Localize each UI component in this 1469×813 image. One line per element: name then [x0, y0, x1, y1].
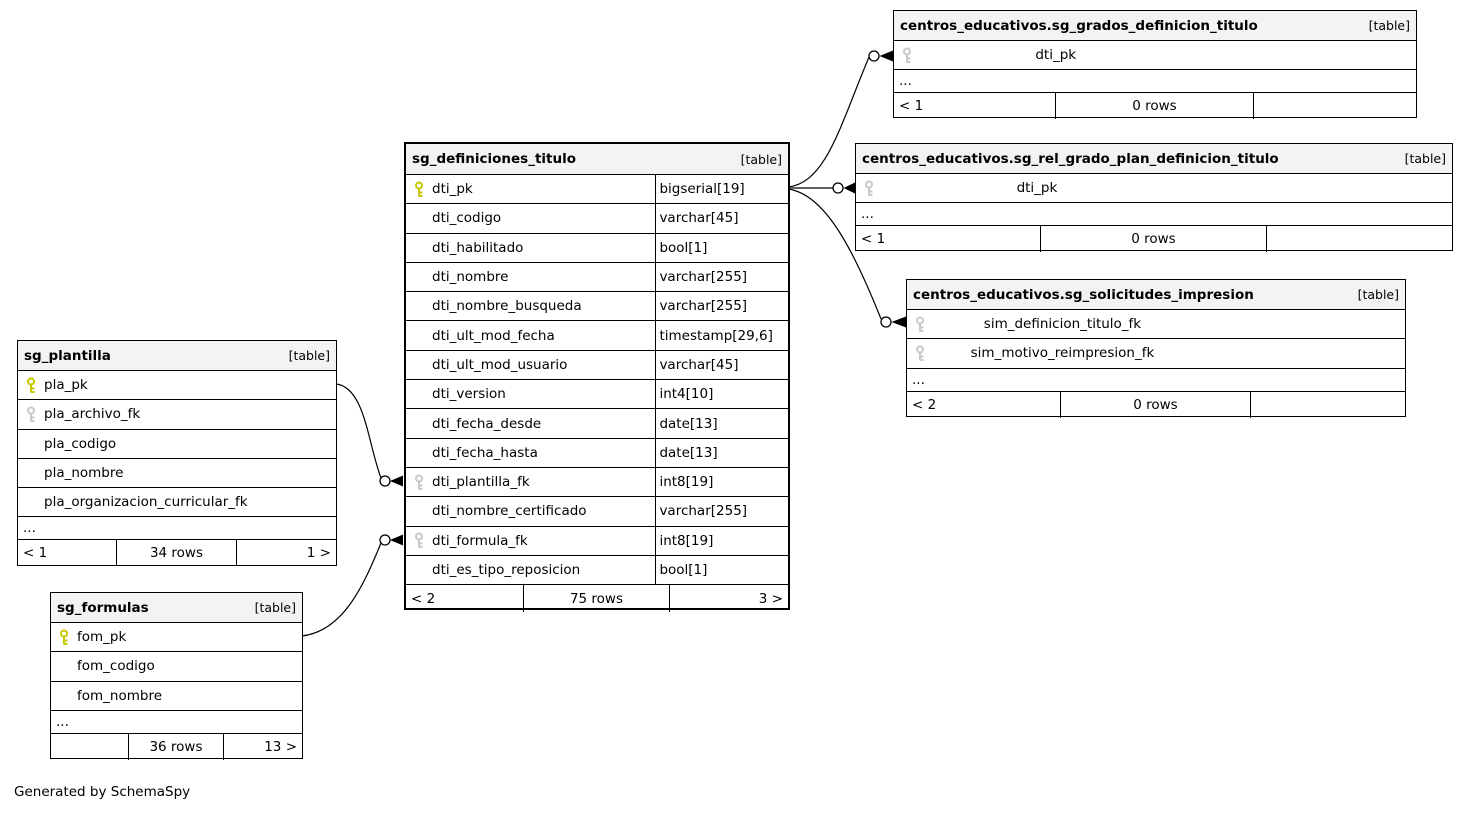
column-name: dti_version: [432, 386, 506, 403]
table-name[interactable]: centros_educativos.sg_solicitudes_impresion: [913, 286, 1254, 303]
column-name: sim_definicion_titulo_fk: [983, 316, 1142, 333]
column-name-cell: [51, 652, 155, 680]
column-row: [406, 175, 788, 204]
column-row: [406, 292, 788, 321]
generated-by-note: Generated by SchemaSpy: [14, 784, 191, 800]
table-header: [406, 144, 788, 175]
column-name: dti_es_tipo_reposicion: [432, 562, 581, 578]
foreign-key-icon: [914, 345, 926, 362]
more-columns-ellipsis: ...: [894, 70, 1416, 93]
table-sg-plantilla: [17, 340, 337, 566]
footer-children-count: 1 >: [306, 545, 331, 562]
table-type-tag: [table]: [1357, 287, 1399, 302]
column-name-cell: [51, 623, 126, 651]
arrowhead-icon: [390, 476, 403, 487]
column-name-cell: [18, 488, 248, 516]
column-name: pla_archivo_fk: [44, 406, 141, 423]
table-name[interactable]: sg_formulas: [57, 599, 149, 616]
column-row: [18, 459, 336, 488]
footer-row-count: 0 rows: [1061, 392, 1250, 418]
column-name: dti_pk: [1035, 47, 1077, 64]
column-name: dti_nombre_busqueda: [432, 298, 582, 315]
column-name: dti_codigo: [432, 210, 502, 227]
footer-children-count: 3 >: [758, 590, 783, 607]
footer-children-count: [1254, 93, 1416, 119]
column-name: dti_nombre: [432, 269, 509, 286]
column-type: date[13]: [659, 444, 718, 461]
column-name: dti_fecha_hasta: [432, 444, 538, 461]
table-name[interactable]: sg_definiciones_titulo: [412, 151, 577, 167]
column-name: dti_habilitado: [432, 239, 524, 256]
key-cell: [406, 474, 432, 491]
table-footer: [18, 540, 336, 566]
column-row: [406, 204, 788, 233]
column-name: dti_formula_fk: [432, 532, 528, 549]
footer-row-count: 36 rows: [129, 734, 224, 760]
footer-row-count: 0 rows: [1041, 226, 1267, 252]
column-row: [51, 652, 302, 681]
primary-key-icon: [25, 377, 37, 394]
column-row: [18, 488, 336, 517]
cardinality-circle: [869, 51, 879, 61]
column-name: pla_organizacion_curricular_fk: [44, 494, 248, 511]
column-type: int8[19]: [659, 532, 714, 549]
cardinality-circle: [881, 317, 891, 327]
column-row: [894, 41, 1416, 70]
column-type: int8[19]: [659, 474, 714, 491]
column-row: [406, 468, 788, 497]
table-sg-definiciones-titulo: [404, 142, 790, 610]
table-centros-educativos-sg-grados-definicion-titulo: [893, 10, 1417, 118]
primary-key-icon: [413, 181, 425, 198]
column-name-cell: [406, 204, 656, 232]
column-name: fom_nombre: [77, 687, 163, 704]
column-name-cell: [406, 234, 656, 262]
arrowhead-icon: [880, 51, 894, 62]
foreign-key-icon: [413, 474, 425, 491]
column-name: pla_nombre: [44, 465, 124, 482]
table-name[interactable]: centros_educativos.sg_grados_definicion_titulo: [900, 17, 1258, 34]
column-row: [406, 439, 788, 468]
table-header: [51, 593, 302, 623]
column-name-cell: [18, 459, 123, 487]
footer-parents-count: < 2: [907, 392, 1061, 418]
column-name-cell: [406, 527, 656, 555]
column-name-cell: [406, 263, 656, 291]
table-footer: [894, 93, 1416, 119]
key-cell: [907, 345, 933, 362]
column-name-cell: [406, 497, 656, 525]
column-row: [18, 400, 336, 429]
foreign-key-icon: [901, 47, 913, 64]
column-row: [406, 321, 788, 350]
primary-key-icon: [58, 629, 70, 646]
table-type-tag: [table]: [1404, 151, 1446, 166]
key-cell: [907, 316, 933, 333]
footer-parents-count: < 2: [406, 585, 524, 612]
column-name-cell: [406, 321, 656, 349]
column-row: [907, 310, 1405, 339]
column-name: dti_plantilla_fk: [432, 474, 530, 491]
cardinality-circle: [380, 476, 390, 486]
column-type: varchar[255]: [659, 269, 748, 286]
column-name-cell: [406, 409, 656, 437]
column-row: [18, 430, 336, 459]
footer-row-count: 34 rows: [117, 540, 238, 566]
table-footer: [51, 734, 302, 760]
key-cell: [894, 47, 920, 64]
column-type: varchar[45]: [659, 210, 739, 227]
column-name-cell: [406, 292, 656, 320]
column-row: [406, 380, 788, 409]
column-row: [18, 371, 336, 400]
column-type: int4[10]: [659, 386, 714, 403]
table-type-tag: [table]: [1368, 18, 1410, 33]
arrowhead-icon: [390, 535, 403, 546]
footer-parents-count: < 1: [856, 226, 1041, 252]
column-row: [406, 351, 788, 380]
column-row: [51, 682, 302, 711]
more-columns-ellipsis: ...: [18, 517, 336, 540]
column-name: dti_ult_mod_fecha: [432, 327, 555, 344]
footer-children-count: [1251, 392, 1405, 418]
key-cell: [18, 406, 44, 423]
column-row: [406, 556, 788, 585]
table-centros-educativos-sg-rel-grado-plan-definicion-titulo: [855, 143, 1453, 251]
table-header: [856, 144, 1452, 174]
column-name: pla_codigo: [44, 435, 117, 452]
foreign-key-icon: [25, 406, 37, 423]
more-columns-ellipsis: ...: [907, 369, 1405, 392]
table-type-tag: [table]: [740, 151, 782, 167]
column-type: varchar[255]: [659, 298, 748, 315]
column-row: [406, 263, 788, 292]
column-name-cell: [406, 175, 656, 203]
column-row: [907, 339, 1405, 368]
foreign-key-icon: [863, 180, 875, 197]
column-row: [406, 497, 788, 526]
column-name: dti_pk: [1016, 180, 1058, 197]
footer-parents-count: [51, 734, 129, 760]
column-row: [406, 234, 788, 263]
more-columns-ellipsis: ...: [51, 711, 302, 734]
column-name-cell: [406, 468, 656, 496]
column-type: timestamp[29,6]: [659, 327, 773, 344]
cardinality-circle: [380, 535, 390, 545]
column-name-cell: [406, 351, 656, 379]
table-footer: [406, 585, 788, 612]
footer-parents-count: < 1: [18, 540, 117, 566]
foreign-key-icon: [413, 532, 425, 549]
column-name: dti_ult_mod_usuario: [432, 356, 568, 373]
column-row: [406, 527, 788, 556]
key-cell: [406, 532, 432, 549]
key-cell: [856, 180, 882, 197]
column-row: [406, 409, 788, 438]
column-name-cell: [406, 556, 656, 584]
column-name-cell: [18, 400, 140, 428]
arrowhead-icon: [892, 317, 907, 328]
column-name: fom_codigo: [77, 658, 155, 675]
column-name-cell: [406, 380, 656, 408]
column-name-cell: [18, 430, 116, 458]
table-header: [894, 11, 1416, 41]
column-name-cell: [51, 682, 162, 710]
column-name: dti_nombre_certificado: [432, 503, 587, 520]
column-row: [51, 623, 302, 652]
key-cell: [18, 377, 44, 394]
footer-row-count: 75 rows: [524, 585, 669, 612]
arrowhead-icon: [844, 183, 856, 194]
table-name[interactable]: centros_educativos.sg_rel_grado_plan_definicion_titulo: [862, 150, 1279, 167]
column-type: bool[1]: [659, 239, 708, 256]
table-footer: [907, 392, 1405, 418]
key-cell: [51, 629, 77, 646]
table-type-tag: [table]: [288, 348, 330, 363]
cardinality-circle: [833, 183, 843, 193]
table-header: [18, 341, 336, 371]
column-name: dti_fecha_desde: [432, 415, 542, 432]
column-name-cell: [406, 439, 656, 467]
foreign-key-icon: [914, 316, 926, 333]
table-name[interactable]: sg_plantilla: [24, 347, 111, 364]
column-name-cell: [18, 371, 88, 399]
column-row: [856, 174, 1452, 203]
column-type: varchar[255]: [659, 503, 748, 520]
table-type-tag: [table]: [254, 600, 296, 615]
table-centros-educativos-sg-solicitudes-impresion: [906, 279, 1406, 417]
footer-children-count: [1267, 226, 1452, 252]
column-name: dti_pk: [432, 181, 473, 198]
column-name: pla_pk: [44, 377, 88, 394]
column-name: sim_motivo_reimpresion_fk: [970, 345, 1155, 362]
footer-children-count: 13 >: [264, 738, 297, 755]
column-type: date[13]: [659, 415, 718, 432]
column-type: bigserial[19]: [659, 181, 745, 198]
column-type: bool[1]: [659, 562, 708, 578]
key-cell: [406, 181, 432, 198]
footer-parents-count: < 1: [894, 93, 1056, 119]
table-footer: [856, 226, 1452, 252]
column-name: fom_pk: [77, 629, 127, 646]
table-sg-formulas: [50, 592, 303, 759]
connector-from-plantilla: [336, 384, 381, 478]
footer-row-count: 0 rows: [1056, 93, 1254, 119]
more-columns-ellipsis: ...: [856, 203, 1452, 226]
table-header: [907, 280, 1405, 310]
column-type: varchar[45]: [659, 356, 739, 373]
